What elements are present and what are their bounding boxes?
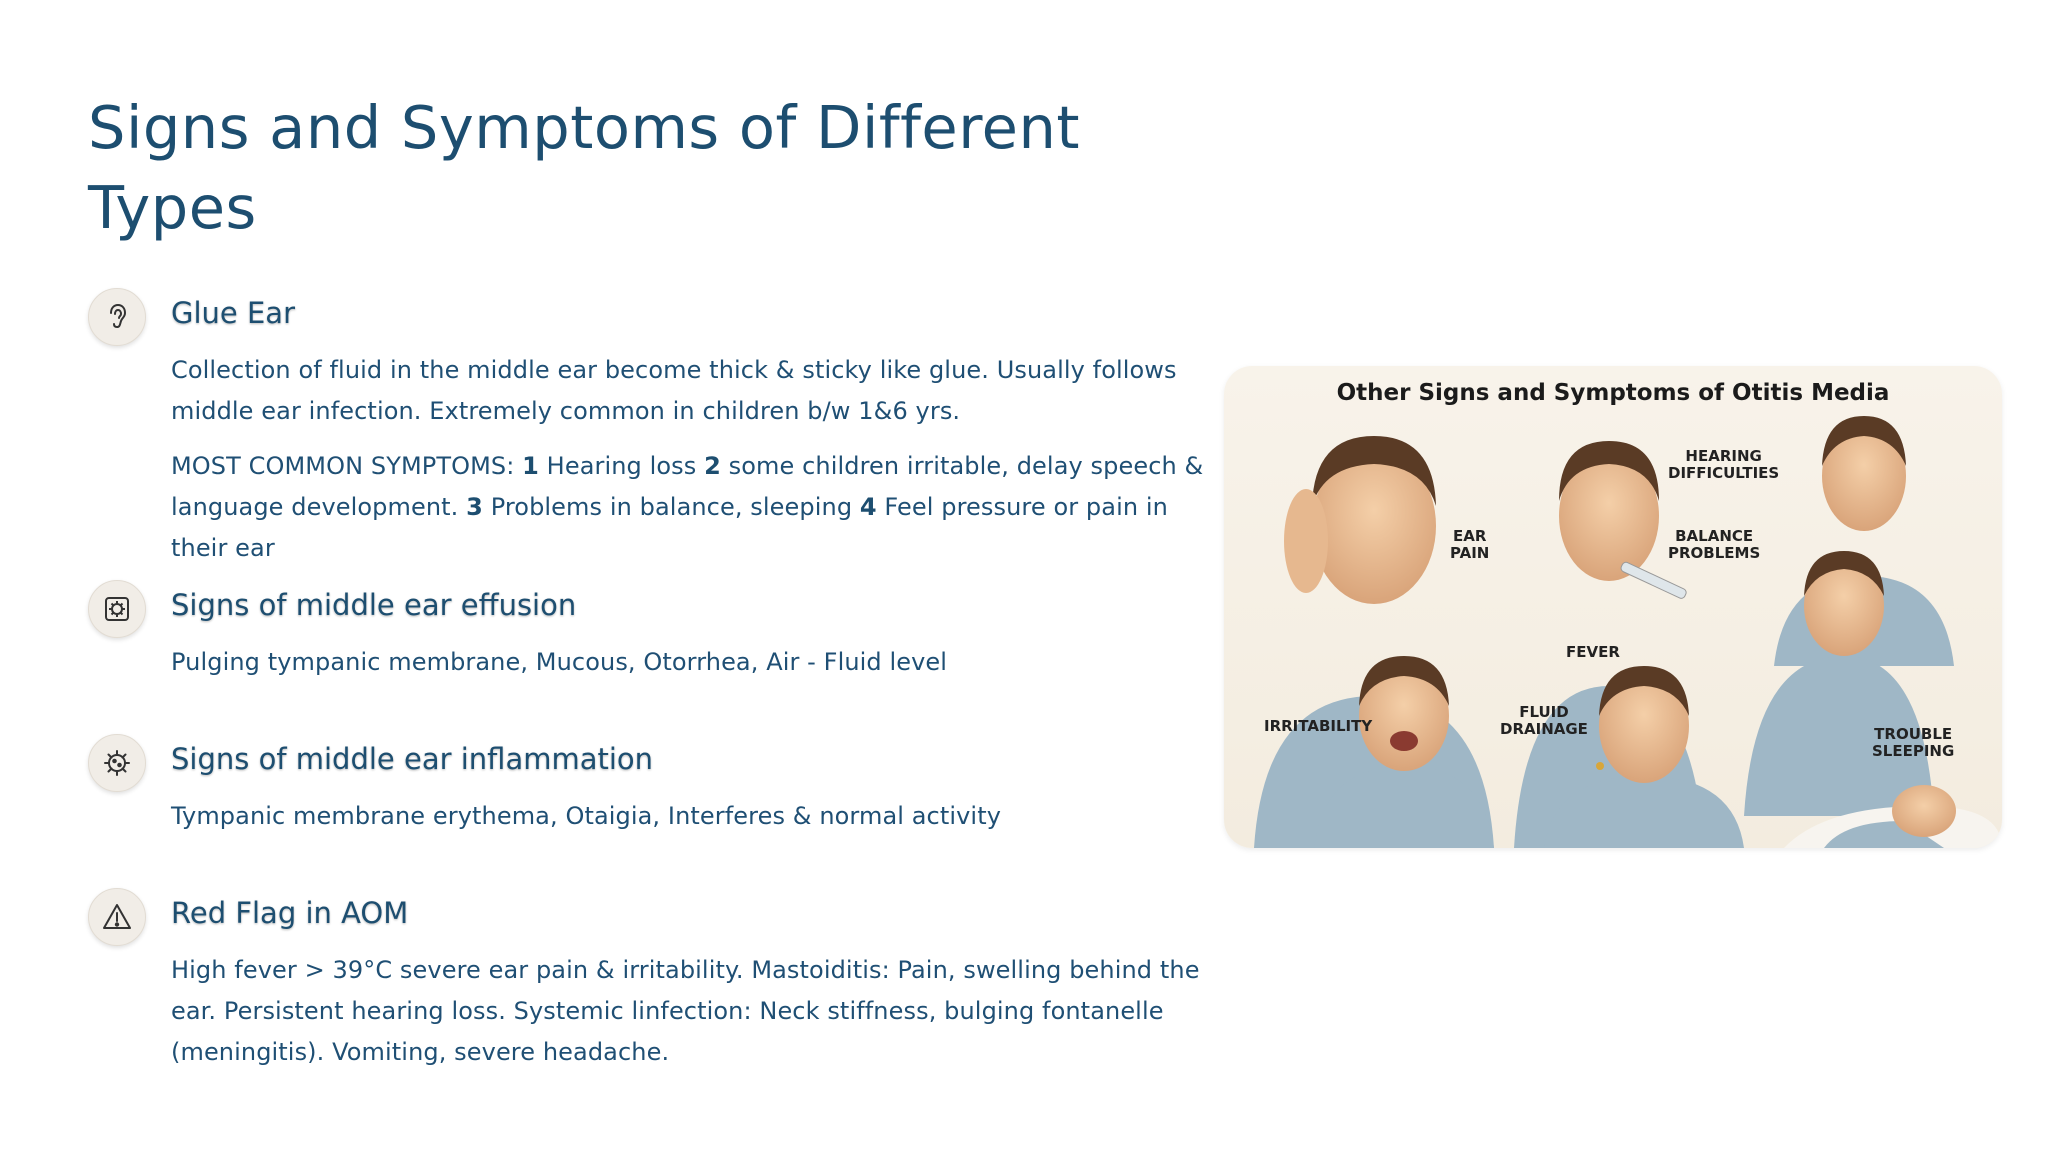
label-ear-pain: EAR PAIN [1450,527,1490,562]
warning-icon [88,888,146,946]
section-heading: Signs of middle ear inflammation [171,742,654,776]
label-hearing-difficulties: HEARING DIFFICULTIES [1668,447,1780,482]
ear-icon [88,288,146,346]
otitis-media-illustration [1224,366,2002,848]
label-fever: FEVER [1566,643,1620,661]
section-heading: Glue Ear [171,296,295,330]
label-trouble-sleeping: TROUBLE SLEEPING [1872,725,1955,760]
page-title: Signs and Symptoms of Different Types [88,93,1080,242]
gear-icon [88,580,146,638]
section-heading: Signs of middle ear effusion [171,588,577,622]
section-description: Collection of fluid in the middle ear become thick & sticky like glue. Usually follows middle ear infection. Extremely common in children b/w 1&6 yrs. [171,356,1177,425]
virus-icon [88,734,146,792]
common-symptoms-text: MOST COMMON SYMPTOMS: 1 Hearing loss 2 some children irritable, delay speech & language development. 3 Problems in balance, sleeping 4 Feel pressure or pain in their ear [171,452,1204,562]
section-description: Pulging tympanic membrane, Mucous, Otorrhea, Air - Fluid level [171,648,948,676]
illustration-title: Other Signs and Symptoms of Otitis Media [1336,380,1890,406]
section-heading: Red Flag in AOM [171,896,409,930]
label-irritability: IRRITABILITY [1264,717,1373,735]
section-description: High fever > 39°C severe ear pain & irritability. Mastoiditis: Pain, swelling behind the ear. Persistent hearing loss. Systemic linfection: Neck stiffness, bulging fontanelle (meningitis). Vomiting, severe headache. [171,956,1200,1066]
label-balance-problems: BALANCE PROBLEMS [1668,527,1761,562]
illustration-people [1224,366,2002,848]
label-fluid-drainage: FLUID DRAINAGE [1500,703,1588,738]
section-description: Tympanic membrane erythema, Otaigia, Interferes & normal activity [171,802,1002,830]
